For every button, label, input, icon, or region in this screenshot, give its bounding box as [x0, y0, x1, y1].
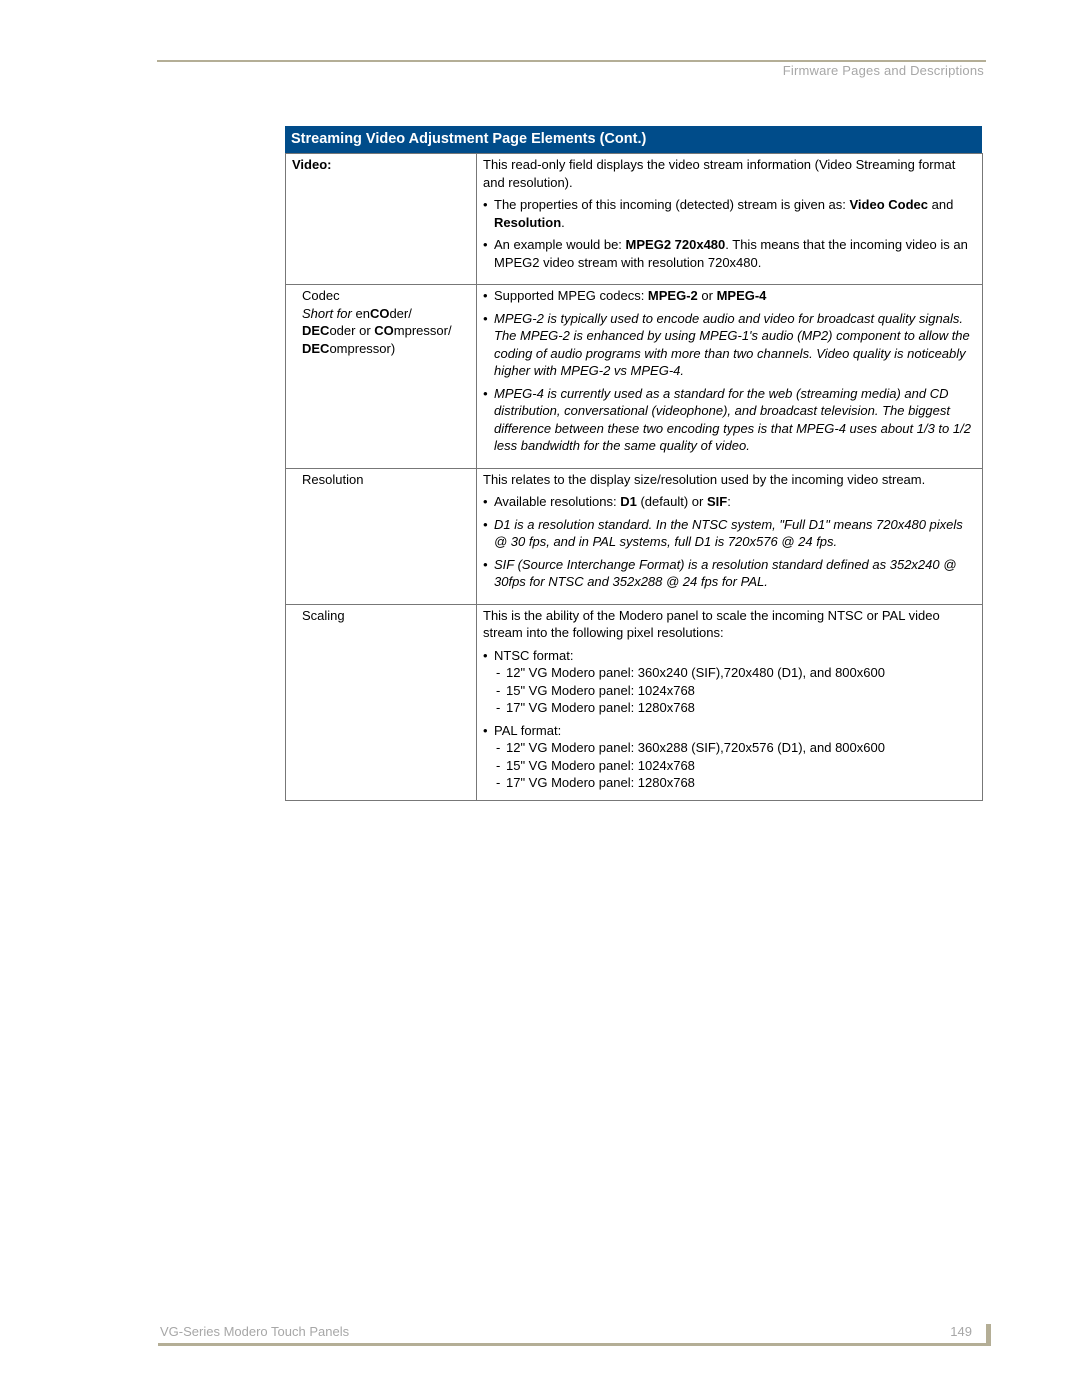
table-title: Streaming Video Adjustment Page Elements (Cont.) — [285, 126, 982, 153]
scaling-label: Scaling — [302, 607, 345, 623]
list-item: • NTSC format: — [483, 647, 574, 663]
section-header: Firmware Pages and Descriptions — [782, 63, 984, 78]
list-item: • An example would be: MPEG2 720x480. This means that the incoming video is an MPEG2 video stream with resolution 720x480. — [483, 237, 968, 270]
list-item: - 17" VG Modero panel: 1280x768 — [496, 700, 695, 715]
bullet-icon: • — [483, 385, 488, 401]
video-description: This read-only field displays the video stream information (Video Streaming format and resolution). — [483, 157, 956, 190]
list-item: • MPEG-4 is currently used as a standard for the web (streaming media) and CD distribution, conversational (videophone), and broadcast television. The biggest difference between these two encoding types is that MPEG-4 uses about 1/3 to 1/2 less bandwidth for the same quality of video. — [483, 385, 971, 453]
list-item: • SIF (Source Interchange Format) is a resolution standard defined as 352x240 @ 30fps for NTSC and 352x288 @ 24 fps for PAL. — [483, 556, 957, 589]
video-label: Video: — [292, 157, 332, 172]
list-item: • Available resolutions: D1 (default) or SIF: — [483, 494, 731, 509]
bullet-icon: • — [483, 516, 488, 532]
dash-icon: - — [496, 682, 501, 698]
footer-rule — [158, 1343, 990, 1346]
table-row-codec — [286, 285, 983, 469]
elements-table — [285, 126, 982, 801]
page-number: 149 — [950, 1324, 972, 1339]
header-rule — [157, 60, 986, 62]
list-item: - 15" VG Modero panel: 1024x768 — [496, 682, 695, 698]
list-item: - 12" VG Modero panel: 360x240 (SIF),720x480 (D1), and 800x600 — [496, 665, 885, 680]
bullet-icon: • — [483, 237, 488, 252]
table-row-video — [286, 154, 983, 285]
list-item: • Supported MPEG codecs: MPEG-2 or MPEG-4 — [483, 288, 767, 303]
bullet-icon: • — [483, 310, 488, 326]
list-item: • The properties of this incoming (detected) stream is given as: Video Codec and Resolution. — [483, 197, 954, 230]
codec-label: Codec Short for enCOder/ DECoder or COmpressor/ DECompressor) — [302, 288, 452, 356]
dash-icon: - — [496, 700, 501, 715]
table-row-scaling — [286, 604, 983, 800]
resolution-label: Resolution — [302, 471, 364, 487]
dash-icon: - — [496, 775, 501, 790]
list-item: - 17" VG Modero panel: 1280x768 — [496, 775, 695, 790]
dash-icon: - — [496, 665, 501, 680]
dash-icon: - — [496, 740, 501, 755]
bullet-icon: • — [483, 197, 488, 212]
footer-doc-title: VG-Series Modero Touch Panels — [160, 1324, 350, 1339]
bullet-icon: • — [483, 556, 488, 572]
dash-icon: - — [496, 757, 501, 773]
bullet-icon: • — [483, 494, 488, 509]
list-item: - 12" VG Modero panel: 360x288 (SIF),720x576 (D1), and 800x600 — [496, 740, 885, 755]
resolution-description: This relates to the display size/resolution used by the incoming video stream. — [483, 471, 926, 487]
bullet-icon: • — [483, 722, 488, 738]
list-item: - 15" VG Modero panel: 1024x768 — [496, 757, 695, 773]
bullet-icon: • — [483, 288, 488, 303]
list-item: • PAL format: — [483, 722, 562, 738]
list-item: • D1 is a resolution standard. In the NTSC system, "Full D1" means 720x480 pixels @ 30 fps, and in PAL systems, full D1 is 720x576 @ 24 fps. — [483, 516, 963, 549]
table-row-resolution — [286, 468, 983, 604]
scaling-description: This is the ability of the Modero panel to scale the incoming NTSC or PAL video stream into the following pixel resolutions: — [483, 607, 940, 640]
bullet-icon: • — [483, 647, 488, 663]
list-item: • MPEG-2 is typically used to encode audio and video for broadcast quality signals. The MPEG-2 is enhanced by using MPEG-1's audio (MP2) component to allow the coding of audio programs with more than two channels. Video quality is noticeably higher with MPEG-2 vs MPEG-4. — [483, 310, 970, 378]
